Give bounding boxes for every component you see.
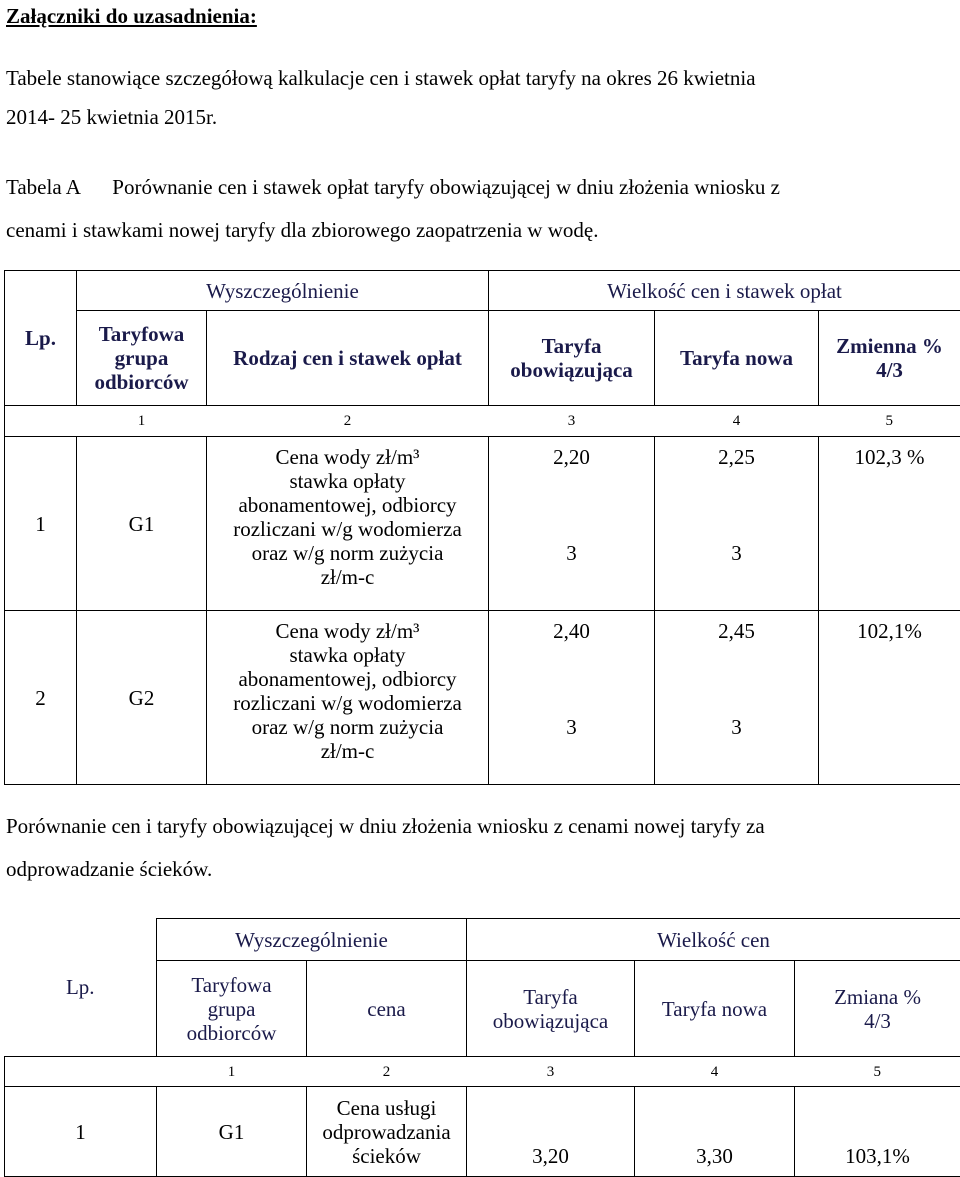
header-current-tariff [467, 961, 635, 1057]
column-number-3: 3 [489, 406, 655, 437]
new-fee: 3 [731, 541, 742, 565]
header-customer-group-line-1: Taryfowa [191, 972, 272, 997]
row-current-tariff: 3,20 [467, 1087, 635, 1177]
row-change: 103,1% [795, 1087, 960, 1177]
desc-line: ścieków [352, 1143, 421, 1168]
row-description [307, 1087, 467, 1177]
desc-line: oraz w/g norm zużycia [251, 541, 444, 565]
table-row [5, 611, 960, 785]
header-change-line-1: Zmienna % [836, 334, 943, 358]
header-customer-group-line-2: grupa [114, 346, 169, 370]
header-current-tariff [489, 311, 655, 406]
row-lp: 1 [5, 437, 77, 611]
row-description [207, 611, 489, 785]
row-change: 102,3 % [819, 437, 960, 611]
row-description [207, 437, 489, 611]
current-rate: 2,40 [553, 619, 590, 643]
header-specification: Wyszczególnienie [157, 919, 467, 961]
row-group: G2 [77, 611, 207, 785]
header-rate-type: Rodzaj cen i stawek opłat [207, 311, 489, 406]
column-number-4: 4 [655, 406, 819, 437]
column-number-3: 3 [467, 1057, 635, 1087]
header-customer-group [157, 961, 307, 1057]
table-row [5, 1087, 960, 1177]
header-change-line-1: Zmiana % [834, 984, 921, 1009]
row-group: G1 [77, 437, 207, 611]
row-group: G1 [157, 1087, 307, 1177]
header-current-tariff-line-2: obowiązująca [492, 1008, 609, 1033]
column-number-2: 2 [207, 406, 489, 437]
desc-line: zł/m-c [320, 565, 375, 589]
desc-line: stawka opłaty [289, 469, 406, 493]
header-customer-group-line-3: odbiorców [186, 1020, 277, 1045]
attachments-heading: Załączniki do uzasadnienia: [6, 4, 257, 28]
column-number-2: 2 [307, 1057, 467, 1087]
header-change-percent [795, 961, 960, 1057]
new-rate: 2,25 [718, 445, 755, 469]
table-b-caption-line-2: odprowadzanie ścieków. [6, 857, 213, 881]
sewage-tariff-table [4, 918, 960, 1177]
row-new-tariff [655, 437, 819, 611]
table-a-caption-line-1 [6, 175, 780, 199]
desc-line: odprowadzania [322, 1119, 451, 1144]
desc-line: rozliczani w/g wodomierza [233, 517, 462, 541]
header-customer-group-line-3: odbiorców [94, 370, 189, 394]
header-specification: Wyszczególnienie [77, 271, 489, 311]
header-change-line-2: 4/3 [876, 358, 903, 382]
header-lp: Lp. [5, 919, 157, 1057]
header-customer-group [77, 311, 207, 406]
row-lp: 2 [5, 611, 77, 785]
table-b-caption-line-1: Porównanie cen i taryfy obowiązującej w dniu złożenia wniosku z cenami nowej taryfy za [6, 814, 765, 838]
header-rate-size: Wielkość cen i stawek opłat [489, 271, 960, 311]
header-current-tariff-line-2: obowiązująca [510, 358, 633, 382]
desc-line: abonamentowej, odbiorcy [238, 667, 457, 691]
desc-line: zł/m-c [320, 739, 375, 763]
new-rate: 2,45 [718, 619, 755, 643]
current-fee: 3 [566, 541, 577, 565]
row-current-tariff [489, 611, 655, 785]
column-number-4: 4 [635, 1057, 795, 1087]
table-a-caption-line-2: cenami i stawkami nowej taryfy dla zbiorowego zaopatrzenia w wodę. [6, 218, 599, 242]
header-price: cena [307, 961, 467, 1057]
table-row [5, 437, 960, 611]
table-a-label: Tabela A [6, 175, 80, 199]
row-new-tariff: 3,30 [635, 1087, 795, 1177]
intro-line-1: Tabele stanowiące szczegółową kalkulacje cen i stawek opłat taryfy na okres 26 kwietnia [6, 66, 756, 90]
column-number-1: 1 [77, 406, 207, 437]
desc-line: rozliczani w/g wodomierza [233, 691, 462, 715]
row-change: 102,1% [819, 611, 960, 785]
column-number-5: 5 [795, 1057, 960, 1087]
header-customer-group-line-1: Taryfowa [98, 322, 185, 346]
header-current-tariff-line-1: Taryfa [523, 984, 578, 1009]
header-change-line-2: 4/3 [864, 1008, 891, 1033]
intro-line-2: 2014- 25 kwietnia 2015r. [6, 105, 218, 129]
desc-line: Cena wody zł/m³ [275, 619, 420, 643]
water-tariff-table [4, 270, 960, 785]
current-fee: 3 [566, 715, 577, 739]
header-change-percent [819, 311, 960, 406]
desc-line: oraz w/g norm zużycia [251, 715, 444, 739]
new-fee: 3 [731, 715, 742, 739]
header-price-size: Wielkość cen [467, 919, 960, 961]
row-current-tariff [489, 437, 655, 611]
column-number-5: 5 [819, 406, 960, 437]
header-new-tariff: Taryfa nowa [655, 311, 819, 406]
row-lp: 1 [5, 1087, 157, 1177]
current-rate: 2,20 [553, 445, 590, 469]
header-current-tariff-line-1: Taryfa [541, 334, 602, 358]
header-new-tariff: Taryfa nowa [635, 961, 795, 1057]
column-number-1: 1 [157, 1057, 307, 1087]
desc-line: stawka opłaty [289, 643, 406, 667]
desc-line: Cena usługi [336, 1095, 437, 1120]
table-a-caption-text: Porównanie cen i stawek opłat taryfy obowiązującej w dniu złożenia wniosku z [112, 175, 780, 199]
header-customer-group-line-2: grupa [207, 996, 256, 1021]
desc-line: abonamentowej, odbiorcy [238, 493, 457, 517]
row-new-tariff [655, 611, 819, 785]
desc-line: Cena wody zł/m³ [275, 445, 420, 469]
header-lp: Lp. [5, 271, 77, 406]
